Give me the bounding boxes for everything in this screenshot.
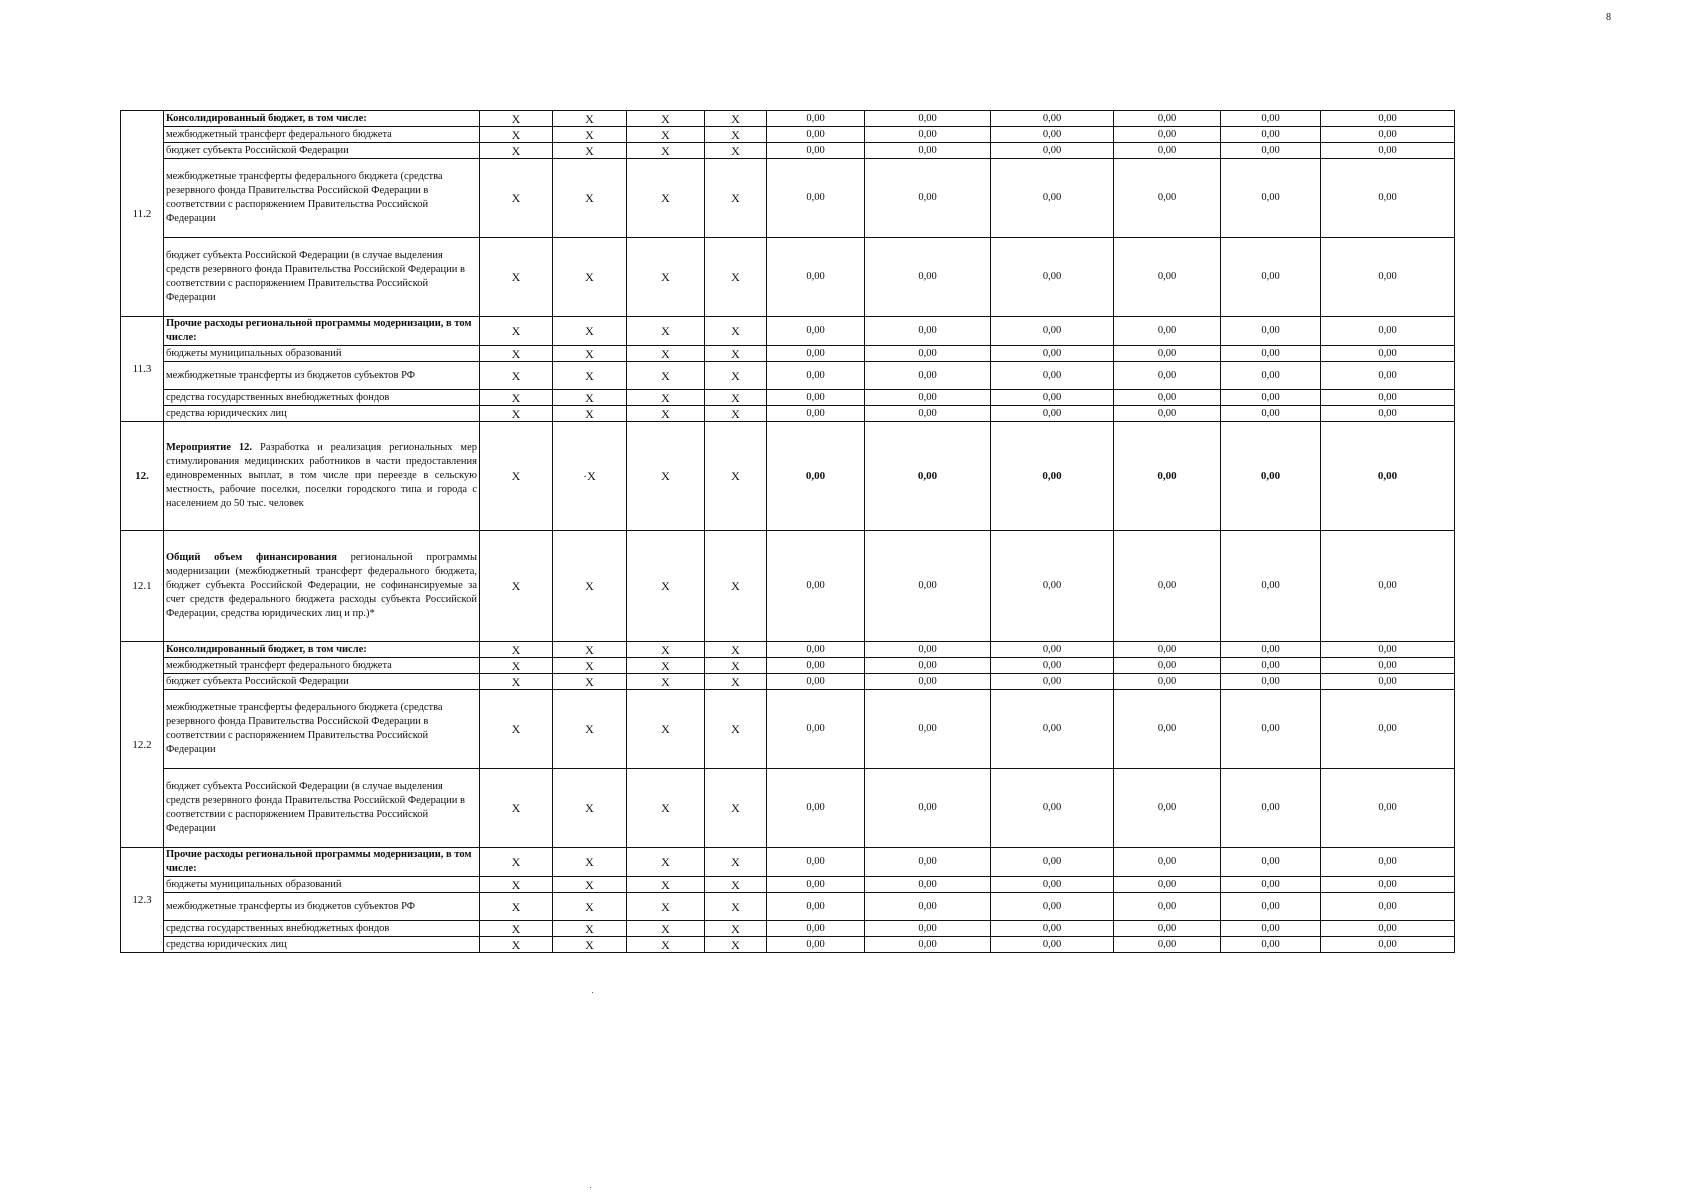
row-description: Консолидированный бюджет, в том числе: <box>164 642 480 658</box>
table-row <box>121 921 1455 937</box>
x-cell: X <box>553 877 627 893</box>
value-cell: 0,00 <box>767 937 865 953</box>
value-cell: 0,00 <box>1114 317 1221 346</box>
x-cell: X <box>480 159 553 238</box>
value-cell: 0,00 <box>865 406 991 422</box>
x-cell: X <box>480 238 553 317</box>
row-description: бюджет субъекта Российской Федерации (в случае выделения средств резервного фонда Правительства Российской Федерации в соответствии с распоряжением Правительства Российской Федерации <box>164 769 480 848</box>
value-cell: 0,00 <box>1221 346 1321 362</box>
value-cell: 0,00 <box>1221 531 1321 642</box>
value-cell: 0,00 <box>767 848 865 877</box>
value-cell: 0,00 <box>865 127 991 143</box>
value-cell: 0,00 <box>991 848 1114 877</box>
x-cell: X <box>705 317 767 346</box>
value-cell: 0,00 <box>767 658 865 674</box>
value-cell: 0,00 <box>991 362 1114 390</box>
financing-table <box>120 110 1455 953</box>
x-cell: X <box>553 690 627 769</box>
x-cell: X <box>480 346 553 362</box>
x-cell: X <box>627 658 705 674</box>
value-cell: 0,00 <box>1321 143 1455 159</box>
x-cell: X <box>553 769 627 848</box>
row-description: средства государственных внебюджетных фондов <box>164 390 480 406</box>
value-cell: 0,00 <box>1221 893 1321 921</box>
x-cell: X <box>705 658 767 674</box>
x-cell: X <box>705 690 767 769</box>
value-cell: 0,00 <box>865 769 991 848</box>
table-row <box>121 848 1455 877</box>
x-cell: X <box>627 690 705 769</box>
value-cell: 0,00 <box>991 422 1114 531</box>
value-cell: 0,00 <box>1114 159 1221 238</box>
table-row <box>121 642 1455 658</box>
value-cell: 0,00 <box>865 674 991 690</box>
x-cell: X <box>705 127 767 143</box>
x-cell: X <box>480 406 553 422</box>
x-cell: X <box>553 238 627 317</box>
value-cell: 0,00 <box>991 390 1114 406</box>
table-row <box>121 531 1455 642</box>
x-cell: X <box>480 690 553 769</box>
x-cell: X <box>627 531 705 642</box>
value-cell: 0,00 <box>865 658 991 674</box>
value-cell: 0,00 <box>865 422 991 531</box>
x-cell: X <box>480 893 553 921</box>
row-description: средства юридических лиц <box>164 406 480 422</box>
row-description: межбюджетный трансферт федерального бюджета <box>164 658 480 674</box>
value-cell: 0,00 <box>1114 143 1221 159</box>
value-cell: 0,00 <box>767 422 865 531</box>
x-cell: X <box>480 877 553 893</box>
value-cell: 0,00 <box>1321 642 1455 658</box>
scan-speck <box>590 1187 591 1188</box>
x-cell: X <box>705 937 767 953</box>
row-description: бюджеты муниципальных образований <box>164 346 480 362</box>
row-number: 12.3 <box>121 848 164 953</box>
value-cell: 0,00 <box>865 143 991 159</box>
value-cell: 0,00 <box>767 143 865 159</box>
x-cell: X <box>705 346 767 362</box>
value-cell: 0,00 <box>1221 674 1321 690</box>
x-cell: X <box>705 362 767 390</box>
value-cell: 0,00 <box>767 390 865 406</box>
value-cell: 0,00 <box>991 317 1114 346</box>
value-cell: 0,00 <box>1321 531 1455 642</box>
x-cell: X <box>480 642 553 658</box>
value-cell: 0,00 <box>767 674 865 690</box>
row-number: 12.1 <box>121 531 164 642</box>
description-heading: Мероприятие 12. <box>166 442 253 453</box>
row-description: Консолидированный бюджет, в том числе: <box>164 111 480 127</box>
value-cell: 0,00 <box>991 111 1114 127</box>
value-cell: 0,00 <box>991 674 1114 690</box>
row-description: бюджет субъекта Российской Федерации (в случае выделения средств резервного фонда Правительства Российской Федерации в соответствии с распоряжением Правительства Российской Федерации <box>164 238 480 317</box>
value-cell: 0,00 <box>1321 111 1455 127</box>
x-cell: X <box>553 658 627 674</box>
value-cell: 0,00 <box>1321 674 1455 690</box>
value-cell: 0,00 <box>767 111 865 127</box>
x-cell: X <box>553 346 627 362</box>
x-cell: X <box>705 642 767 658</box>
value-cell: 0,00 <box>865 937 991 953</box>
x-cell: X <box>553 642 627 658</box>
value-cell: 0,00 <box>1114 362 1221 390</box>
x-cell: X <box>553 127 627 143</box>
description-heading: Общий объем финансирования <box>166 552 337 563</box>
value-cell: 0,00 <box>1114 877 1221 893</box>
value-cell: 0,00 <box>1114 406 1221 422</box>
x-cell: X <box>627 159 705 238</box>
value-cell: 0,00 <box>1321 769 1455 848</box>
value-cell: 0,00 <box>767 346 865 362</box>
x-cell: X <box>627 390 705 406</box>
x-cell: X <box>480 317 553 346</box>
x-cell: X <box>627 238 705 317</box>
value-cell: 0,00 <box>767 877 865 893</box>
value-cell: 0,00 <box>865 346 991 362</box>
row-number: 11.2 <box>121 111 164 317</box>
x-cell: ·X <box>553 422 627 531</box>
table-row <box>121 674 1455 690</box>
x-cell: X <box>480 658 553 674</box>
value-cell: 0,00 <box>991 937 1114 953</box>
value-cell: 0,00 <box>1114 848 1221 877</box>
table-row <box>121 143 1455 159</box>
table-row <box>121 658 1455 674</box>
value-cell: 0,00 <box>991 877 1114 893</box>
table-row <box>121 877 1455 893</box>
x-cell: X <box>553 406 627 422</box>
table-row <box>121 362 1455 390</box>
value-cell: 0,00 <box>1221 877 1321 893</box>
value-cell: 0,00 <box>1221 143 1321 159</box>
table-row <box>121 159 1455 238</box>
table-row <box>121 390 1455 406</box>
x-cell: X <box>627 143 705 159</box>
row-description: бюджет субъекта Российской Федерации <box>164 674 480 690</box>
x-cell: X <box>480 769 553 848</box>
value-cell: 0,00 <box>767 769 865 848</box>
description-text: Разработка и реализация региональных мер стимулирования медицинских работников в части предоставления единовременных выплат, в том числе при переезде в сельскую местность, рабочие поселки, поселки городского типа и города с населением до 50 тыс. человек <box>166 442 477 509</box>
x-cell: X <box>627 877 705 893</box>
table-row <box>121 346 1455 362</box>
row-description: Прочие расходы региональной программы модернизации, в том числе: <box>164 848 480 877</box>
value-cell: 0,00 <box>865 362 991 390</box>
value-cell: 0,00 <box>1221 848 1321 877</box>
x-cell: X <box>627 893 705 921</box>
value-cell: 0,00 <box>1321 658 1455 674</box>
x-cell: X <box>705 848 767 877</box>
table-body <box>121 111 1455 953</box>
x-cell: X <box>553 111 627 127</box>
value-cell: 0,00 <box>865 238 991 317</box>
table-row <box>121 111 1455 127</box>
x-cell: X <box>480 921 553 937</box>
value-cell: 0,00 <box>1321 317 1455 346</box>
value-cell: 0,00 <box>1221 642 1321 658</box>
value-cell: 0,00 <box>1321 406 1455 422</box>
value-cell: 0,00 <box>1221 127 1321 143</box>
value-cell: 0,00 <box>1221 159 1321 238</box>
x-cell: X <box>553 893 627 921</box>
x-cell: X <box>705 877 767 893</box>
value-cell: 0,00 <box>865 159 991 238</box>
value-cell: 0,00 <box>1321 690 1455 769</box>
x-cell: X <box>553 848 627 877</box>
value-cell: 0,00 <box>1114 422 1221 531</box>
value-cell: 0,00 <box>1114 390 1221 406</box>
x-cell: X <box>705 893 767 921</box>
x-cell: X <box>553 362 627 390</box>
row-description: средства юридических лиц <box>164 937 480 953</box>
value-cell: 0,00 <box>1221 317 1321 346</box>
scan-speck <box>592 992 593 993</box>
row-description: Прочие расходы региональной программы модернизации, в том числе: <box>164 317 480 346</box>
value-cell: 0,00 <box>1221 937 1321 953</box>
x-cell: X <box>553 390 627 406</box>
x-cell: X <box>705 406 767 422</box>
x-cell: X <box>705 159 767 238</box>
x-cell: X <box>480 422 553 531</box>
x-cell: X <box>480 848 553 877</box>
value-cell: 0,00 <box>991 921 1114 937</box>
value-cell: 0,00 <box>1221 238 1321 317</box>
x-cell: X <box>627 127 705 143</box>
value-cell: 0,00 <box>1321 238 1455 317</box>
row-description <box>164 531 480 642</box>
x-cell: X <box>480 111 553 127</box>
row-description: межбюджетные трансферты из бюджетов субъектов РФ <box>164 362 480 390</box>
table-row <box>121 769 1455 848</box>
value-cell: 0,00 <box>1321 346 1455 362</box>
row-description: бюджет субъекта Российской Федерации <box>164 143 480 159</box>
value-cell: 0,00 <box>865 390 991 406</box>
value-cell: 0,00 <box>991 658 1114 674</box>
x-cell: X <box>627 921 705 937</box>
value-cell: 0,00 <box>767 362 865 390</box>
x-cell: X <box>480 127 553 143</box>
table-row <box>121 238 1455 317</box>
x-cell: X <box>480 531 553 642</box>
x-cell: X <box>627 674 705 690</box>
value-cell: 0,00 <box>1114 674 1221 690</box>
row-number: 12. <box>121 422 164 531</box>
row-description: межбюджетные трансферты федерального бюджета (средства резервного фонда Правительства Российской Федерации в соответствии с распоряжением Правительства Российской Федерации <box>164 159 480 238</box>
value-cell: 0,00 <box>1114 238 1221 317</box>
row-number: 11.3 <box>121 317 164 422</box>
value-cell: 0,00 <box>1221 658 1321 674</box>
row-description: межбюджетные трансферты федерального бюджета (средства резервного фонда Правительства Российской Федерации в соответствии с распоряжением Правительства Российской Федерации <box>164 690 480 769</box>
value-cell: 0,00 <box>991 690 1114 769</box>
value-cell: 0,00 <box>865 877 991 893</box>
x-cell: X <box>627 937 705 953</box>
value-cell: 0,00 <box>991 159 1114 238</box>
x-cell: X <box>627 362 705 390</box>
value-cell: 0,00 <box>1221 422 1321 531</box>
row-description: межбюджетный трансферт федерального бюджета <box>164 127 480 143</box>
value-cell: 0,00 <box>1221 690 1321 769</box>
value-cell: 0,00 <box>767 406 865 422</box>
value-cell: 0,00 <box>767 921 865 937</box>
row-description: межбюджетные трансферты из бюджетов субъектов РФ <box>164 893 480 921</box>
x-cell: X <box>627 317 705 346</box>
value-cell: 0,00 <box>1114 769 1221 848</box>
value-cell: 0,00 <box>1114 642 1221 658</box>
value-cell: 0,00 <box>991 642 1114 658</box>
value-cell: 0,00 <box>1114 658 1221 674</box>
value-cell: 0,00 <box>767 317 865 346</box>
x-cell: X <box>553 159 627 238</box>
x-cell: X <box>553 143 627 159</box>
table-row <box>121 127 1455 143</box>
page-number: 8 <box>1606 12 1611 23</box>
value-cell: 0,00 <box>865 893 991 921</box>
value-cell: 0,00 <box>767 238 865 317</box>
x-cell: X <box>705 422 767 531</box>
row-number: 12.2 <box>121 642 164 848</box>
value-cell: 0,00 <box>865 317 991 346</box>
value-cell: 0,00 <box>991 238 1114 317</box>
x-cell: X <box>705 674 767 690</box>
value-cell: 0,00 <box>1114 937 1221 953</box>
value-cell: 0,00 <box>865 642 991 658</box>
x-cell: X <box>705 390 767 406</box>
value-cell: 0,00 <box>1114 921 1221 937</box>
x-cell: X <box>705 531 767 642</box>
x-cell: X <box>705 921 767 937</box>
x-cell: X <box>553 674 627 690</box>
value-cell: 0,00 <box>1321 159 1455 238</box>
value-cell: 0,00 <box>991 143 1114 159</box>
value-cell: 0,00 <box>865 921 991 937</box>
value-cell: 0,00 <box>991 531 1114 642</box>
x-cell: X <box>553 317 627 346</box>
x-cell: X <box>705 238 767 317</box>
value-cell: 0,00 <box>1114 893 1221 921</box>
value-cell: 0,00 <box>1114 127 1221 143</box>
value-cell: 0,00 <box>1321 921 1455 937</box>
value-cell: 0,00 <box>1221 769 1321 848</box>
row-description: бюджеты муниципальных образований <box>164 877 480 893</box>
value-cell: 0,00 <box>991 406 1114 422</box>
x-cell: X <box>627 642 705 658</box>
row-description <box>164 422 480 531</box>
value-cell: 0,00 <box>1114 346 1221 362</box>
x-cell: X <box>705 143 767 159</box>
x-cell: X <box>480 937 553 953</box>
value-cell: 0,00 <box>991 893 1114 921</box>
value-cell: 0,00 <box>767 159 865 238</box>
value-cell: 0,00 <box>1321 390 1455 406</box>
value-cell: 0,00 <box>865 848 991 877</box>
value-cell: 0,00 <box>1221 406 1321 422</box>
x-cell: X <box>705 111 767 127</box>
table-row <box>121 422 1455 531</box>
value-cell: 0,00 <box>1321 848 1455 877</box>
value-cell: 0,00 <box>1114 690 1221 769</box>
value-cell: 0,00 <box>1321 877 1455 893</box>
x-cell: X <box>627 422 705 531</box>
x-cell: X <box>480 674 553 690</box>
value-cell: 0,00 <box>1221 390 1321 406</box>
x-cell: X <box>553 937 627 953</box>
value-cell: 0,00 <box>1321 893 1455 921</box>
x-cell: X <box>480 143 553 159</box>
x-cell: X <box>553 531 627 642</box>
value-cell: 0,00 <box>1221 111 1321 127</box>
table-row <box>121 893 1455 921</box>
value-cell: 0,00 <box>991 127 1114 143</box>
value-cell: 0,00 <box>1221 362 1321 390</box>
value-cell: 0,00 <box>1321 362 1455 390</box>
row-description: средства государственных внебюджетных фондов <box>164 921 480 937</box>
x-cell: X <box>627 406 705 422</box>
value-cell: 0,00 <box>865 531 991 642</box>
value-cell: 0,00 <box>767 893 865 921</box>
value-cell: 0,00 <box>1221 921 1321 937</box>
table-row <box>121 937 1455 953</box>
table-row <box>121 406 1455 422</box>
value-cell: 0,00 <box>1321 937 1455 953</box>
x-cell: X <box>553 921 627 937</box>
value-cell: 0,00 <box>1114 531 1221 642</box>
x-cell: X <box>480 362 553 390</box>
value-cell: 0,00 <box>1321 422 1455 531</box>
x-cell: X <box>627 111 705 127</box>
x-cell: X <box>705 769 767 848</box>
value-cell: 0,00 <box>767 642 865 658</box>
table-row <box>121 690 1455 769</box>
value-cell: 0,00 <box>865 111 991 127</box>
value-cell: 0,00 <box>1321 127 1455 143</box>
description-text: региональной программы модернизации (межбюджетный трансферт федерального бюджета, бюджет субъекта Российской Федерации, не софинансируемые за счет средств федерального бюджета расходы субъекта Российской Федерации, средства юридических лиц и пр.)* <box>166 552 477 619</box>
x-cell: X <box>627 346 705 362</box>
value-cell: 0,00 <box>767 690 865 769</box>
value-cell: 0,00 <box>991 769 1114 848</box>
x-cell: X <box>627 848 705 877</box>
x-cell: X <box>480 390 553 406</box>
value-cell: 0,00 <box>767 531 865 642</box>
x-cell: X <box>627 769 705 848</box>
value-cell: 0,00 <box>1114 111 1221 127</box>
value-cell: 0,00 <box>767 127 865 143</box>
value-cell: 0,00 <box>991 346 1114 362</box>
table-row <box>121 317 1455 346</box>
value-cell: 0,00 <box>865 690 991 769</box>
